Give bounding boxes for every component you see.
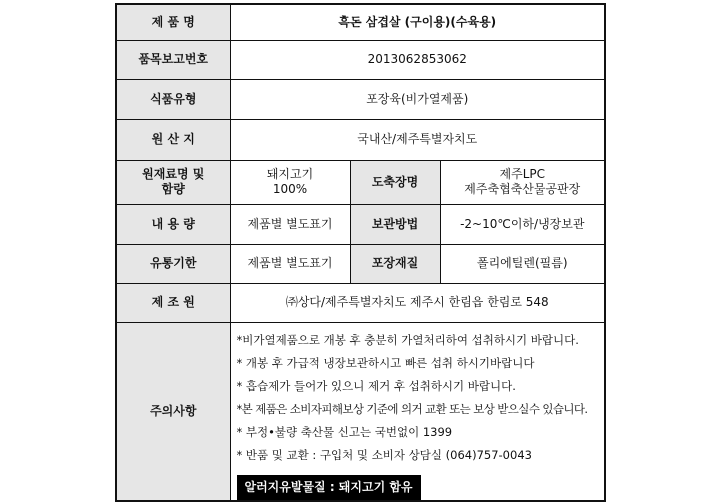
ingredients-label-line2: 함량: [161, 182, 185, 196]
report-number-label: 품목보고번호: [116, 40, 230, 79]
report-number-value: 2013062853062: [230, 40, 605, 79]
slaughterhouse-label: 도축장명: [350, 160, 440, 204]
manufacturer-value: ㈜상다/제주특별자치도 제주시 한림읍 한림로 548: [230, 283, 605, 322]
row-report-number: [116, 40, 605, 79]
slaughterhouse-line1: 제주LPC: [499, 167, 546, 181]
slaughterhouse-line2: 제주축협축산물공판장: [464, 182, 581, 196]
precautions-label: 주의사항: [116, 322, 230, 501]
slaughterhouse-value: [440, 160, 605, 204]
expiry-label: 유통기한: [116, 244, 230, 283]
ingredients-label-line1: 원재료명 및: [142, 167, 205, 181]
row-expiry: [116, 244, 605, 283]
row-content: [116, 204, 605, 244]
ingredients-label: [116, 160, 230, 204]
precaution-note: *본 제품은 소비자피해보상 기준에 의거 교환 또는 보상 받으실수 있습니다.: [236, 401, 588, 416]
row-ingredients: [116, 160, 605, 204]
food-type-value: 포장육(비가열제품): [230, 79, 605, 119]
row-origin: [116, 119, 605, 160]
content-value: 제품별 별도표기: [230, 204, 350, 244]
ingredients-value-line2: 100%: [272, 182, 308, 196]
product-name-label: 제 품 명: [116, 4, 230, 40]
packaging-value: 폴리에틸렌(필름): [440, 244, 605, 283]
product-label-table: [115, 3, 606, 502]
manufacturer-label: 제 조 원: [116, 283, 230, 322]
row-product-name: [116, 4, 605, 40]
expiry-value: 제품별 별도표기: [230, 244, 350, 283]
origin-label: 원 산 지: [116, 119, 230, 160]
storage-value: -2~10℃이하/냉장보관: [440, 204, 605, 244]
row-precautions: [116, 322, 605, 501]
ingredients-value: [230, 160, 350, 204]
food-type-label: 식품유형: [116, 79, 230, 119]
row-food-type: [116, 79, 605, 119]
origin-value: 국내산/제주특별자치도: [230, 119, 605, 160]
precaution-note: * 개봉 후 가급적 냉장보관하시고 빠른 섭취 하시기바랍니다: [236, 355, 535, 370]
packaging-label: 포장재질: [350, 244, 440, 283]
precaution-note: * 반품 및 교환 : 구입처 및 소비자 상담실 (064)757-0043: [236, 447, 532, 462]
precaution-note: *비가열제품으로 개봉 후 충분히 가열처리하여 섭취하시기 바랍니다.: [236, 332, 579, 347]
product-name-value: 흑돈 삼겹살 (구이용)(수육용): [230, 4, 605, 40]
row-manufacturer: [116, 283, 605, 322]
content-label: 내 용 량: [116, 204, 230, 244]
ingredients-value-line1: 돼지고기: [266, 167, 314, 181]
precaution-note: * 흡습제가 들어가 있으니 제거 후 섭취하시기 바랍니다.: [236, 378, 516, 393]
storage-label: 보관방법: [350, 204, 440, 244]
precautions-notes: [230, 322, 605, 501]
precaution-note: * 부정•불량 축산물 신고는 국번없이 1399: [236, 424, 453, 439]
allergy-warning-badge: 알러지유발물질 : 돼지고기 함유: [237, 475, 421, 500]
